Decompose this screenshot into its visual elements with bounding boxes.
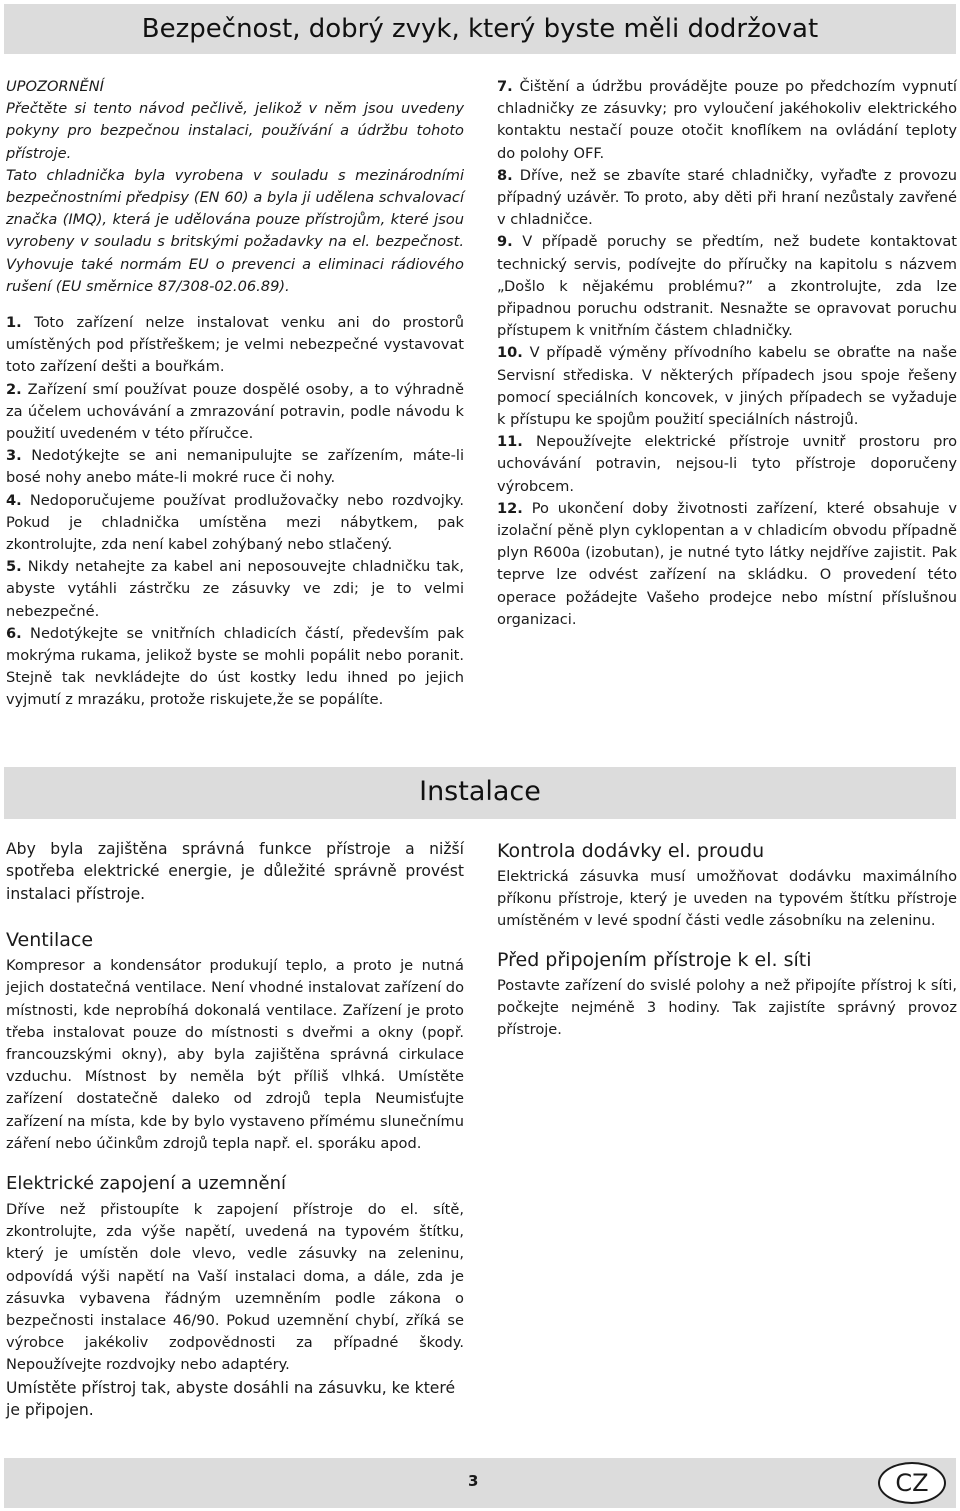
- ventilation-text: Kompresor a kondensátor produkují teplo, a proto je nutná jejich dostatečná ventilace. Není vhodné instalovat zařízení do místnosti, kde neprobíhá dokonalá ventilace. Zařízení je proto třeba instalovat pouze do místnosti s dveřmi a okny (popř. francouzskými okny), aby byla zajištěna správná cirkulace vzduchu. Místnost by neměla být příliš vlhká. Umístěte zařízení dostatečně daleko od zdrojů tepla Neumisťujte zařízení na místa, kde by bylo vystaveno přímému slunečnímu záření nebo účinkům zdrojů tepla např. el. sporáku apod.: [6, 957, 464, 1152]
- rule-number: 12.: [497, 499, 523, 517]
- installation-lead: Aby byla zajištěna správná funkce přístroje a nižší spotřeba elektrické energie, je důležité správně provést instalaci přístroje.: [6, 840, 464, 903]
- page-title: Bezpečnost, dobrý zvyk, který byste měli dodržovat: [141, 14, 819, 44]
- power-supply-text: Elektrická zásuvka musí umožňovat dodávku maximálního příkonu přístroje, který je uveden na typovém štítku přístroje umístěném v levé spodní části vedle zásobníku na zeleninu.: [497, 868, 957, 930]
- rule-number: 9.: [497, 233, 513, 251]
- warning-paragraph-1: Přečtěte si tento návod pečlivě, jelikož v něm jsou uvedeny pokyny pro bezpečnou instalaci, používání a údržbu tohoto přístroje.: [6, 100, 464, 162]
- country-code: CZ: [895, 1469, 929, 1497]
- safety-rule-12: [497, 498, 957, 631]
- safety-rule-11: [497, 431, 957, 498]
- rule-number: 8.: [497, 166, 513, 184]
- rule-text: Toto zařízení nelze instalovat venku ani do prostorů umístěných pod přístřeškem; je velmi nebezpečné vystavovat toto zařízení dešti a bouřkám.: [6, 314, 464, 376]
- safety-rule-6: [6, 623, 464, 712]
- rule-number: 11.: [497, 433, 523, 451]
- safety-rule-5: [6, 556, 464, 623]
- page-number: 3: [468, 1472, 479, 1490]
- rule-text: Čištění a údržbu provádějte pouze po předchozím vypnutí chladničky ze zásuvky; pro vyloučení jakéhokoliv elektrického kontaktu nestačí pouze otočit knoflíkem na ovládání teploty do polohy OFF.: [497, 78, 957, 162]
- rule-text: V případě poruchy se předtím, než budete kontaktovat technický servis, podívejte do příručky na kapitolu s názvem „Došlo k nějakému problému?” a zkontrolujte, zda lze připadnou poruchu odstranit. Nesnažte se opravovat poruchu přístupem k vnitřním částem chladničky.: [497, 233, 957, 340]
- power-supply-heading: Kontrola dodávky el. proudu: [497, 840, 765, 862]
- rule-number: 10.: [497, 344, 523, 362]
- warning-heading: UPOZORNĚNÍ: [6, 78, 104, 95]
- safety-rule-2: [6, 379, 464, 446]
- rule-number: 1.: [6, 314, 22, 332]
- rule-text: Nedotýkejte se vnitřních chladicích částí, především pak mokrýma rukama, jelikož byste se mohli popálit nebo poranit. Stejně tak nevkládejte do úst kostky ledu ihned po jejich vyjmutí z mrazáku, protože riskujete,že se popálíte.: [6, 624, 464, 709]
- ventilation-heading: Ventilace: [6, 929, 94, 952]
- safety-rule-1: [6, 312, 464, 379]
- rule-text: Dříve, než se zbavíte staré chladničky, vyřaďte z provozu případný uzávěr. To proto, aby děti při hraní nezůstaly zavřené v chladničce.: [497, 166, 957, 229]
- rule-number: 6.: [6, 624, 22, 642]
- country-code-badge: [878, 1462, 946, 1504]
- safety-rule-3: [6, 445, 464, 489]
- rule-text: Nedotýkejte se ani nemanipulujte se zařízením, máte-li bosé nohy anebo máte-li mokré ruce či nohy.: [6, 447, 464, 487]
- before-connecting-heading: Před připojením přístroje k el. síti: [497, 948, 812, 971]
- electric-connection-heading: Elektrické zapojení a uzemnění: [6, 1173, 287, 1195]
- installation-title: Instalace: [419, 776, 541, 807]
- electric-connection-note: Umístěte přístroj tak, abyste dosáhli na zásuvku, ke které je připojen.: [6, 1378, 456, 1420]
- electric-connection-text: Dříve než přistoupíte k zapojení přístroje do el. sítě, zkontrolujte, zda výše napětí, uvedená na typovém štítku, který je umístěn dole vlevo, vedle zásuvky na zeleninu, odpovídá výši napětí na Vaší instalaci doma, a dále, zda je zásuvka vybavena řádným uzemněním podle zákona o bezpečnosti instalace 46/90. Pokud uzemnění chybí, zříká se výrobce jakékoliv zodpovědnosti za případné škody. Nepoužívejte rozdvojky nebo adaptéry.: [6, 1201, 464, 1374]
- rule-number: 3.: [6, 447, 22, 465]
- rule-number: 2.: [6, 380, 22, 398]
- installation-right-column: [497, 838, 957, 1041]
- safety-rule-10: [497, 342, 957, 431]
- safety-right-column: [497, 76, 957, 631]
- rule-number: 7.: [497, 78, 513, 95]
- rule-text: Po ukončení doby životnosti zařízení, které obsahuje v izolační pěně plyn cyklopentan a v chladicím obvodu případně plyn R600a (izobutan), je nutné tyto látky nejdříve zajistit. Pak teprve lze odvést zařízení na skládku. O provedení této operace požádejte Vašeho prodejce nebo místní příslušnou organizaci.: [497, 499, 957, 628]
- rule-text: Nikdy netahejte za kabel ani neposouvejte chladničku tak, abyste vytáhli zástrčku ze zásuvky ve zdi; je to velmi nebezpečné.: [6, 558, 464, 620]
- rule-number: 4.: [6, 491, 22, 509]
- safety-rule-4: [6, 490, 464, 557]
- page-title-banner: [4, 4, 956, 54]
- installation-left-column: [6, 838, 464, 1421]
- rule-number: 5.: [6, 558, 22, 576]
- installation-banner: [4, 767, 956, 819]
- warning-paragraph-2: Tato chladnička byla vyrobena v souladu s mezinárodními bezpečnostními předpisy (EN 60) a byla ji udělena schvalovací značka (IMQ), která je udělována pouze přístrojům, které jsou vyrobeny v souladu s britskými požadavky na el. bezpečnost. Vyhovuje také normám EU o prevenci a eliminaci rádiového rušení (EU směrnice 87/308-02.06.89).: [6, 166, 464, 295]
- rule-text: Zařízení smí používat pouze dospělé osoby, a to výhradně za účelem uchovávání a zmrazování potravin, podle návodu k použití uvedeném v této příručce.: [6, 380, 464, 443]
- safety-rule-8: [497, 165, 957, 232]
- safety-rule-9: [497, 231, 957, 342]
- rule-text: Nepoužívejte elektrické přístroje uvnitř prostoru pro uchovávání potravin, nejsou-li tyto přístroje doporučeny výrobcem.: [497, 433, 957, 495]
- rule-text: Nedoporučujeme používat prodlužovačky nebo rozdvojky. Pokud je chladnička umístěna mezi nábytkem, pak zkontrolujte, zda není kabel zohýbaný nebo stlačený.: [6, 491, 464, 554]
- footer-bar: [4, 1458, 956, 1508]
- before-connecting-text: Postavte zařízení do svislé polohy a než připojíte přístroj k síti, počkejte nejméně 3 hodiny. Tak zajistíte správný provoz přístroje.: [497, 976, 957, 1039]
- rule-text: V případě výměny přívodního kabelu se obraťte na naše Servisní střediska. V některých případech jsou spoje řešeny pomocí speciálních koncovek, v jiných případech se vyžaduje k přístupu ke spojům použití speciálních nástrojů.: [497, 344, 957, 429]
- safety-left-column: [6, 76, 464, 712]
- safety-rule-7: [497, 76, 957, 165]
